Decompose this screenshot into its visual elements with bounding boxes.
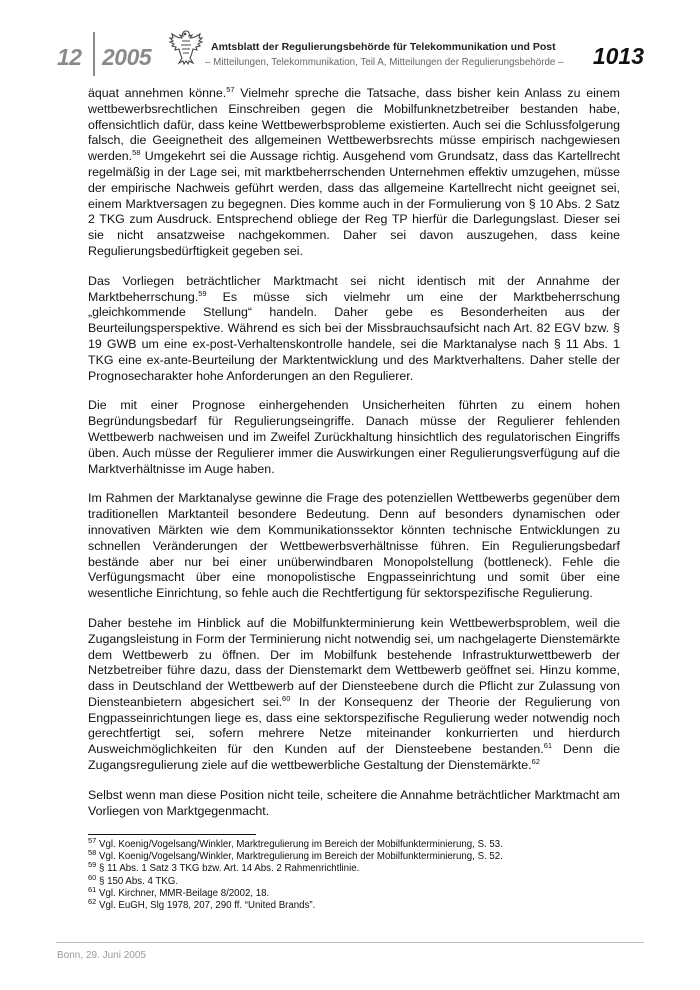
footnote-reference[interactable]: 60 [282,693,291,703]
paragraph [88,86,620,260]
footnote [88,835,628,851]
footnote-text: § 150 Abs. 4 TKG. [96,875,179,887]
federal-eagle-icon [167,27,205,67]
footnote-number: 61 [88,884,97,894]
header-separator [93,32,95,76]
footer-date: Bonn, 29. Juni 2005 [57,950,146,961]
footnote-reference[interactable]: 62 [531,756,540,766]
footnote-number: 60 [88,872,97,882]
text-run: Im Rahmen der Marktanalyse gewinne die Frage des potenziellen Wettbewerbs gegenüber dem traditionellen Marktanteil besondere Bedeutung. Denn auf besonders dynamischen oder innovativen Märkten wie dem Kommunikationssektor könnten technische Entwicklungen zu schnellen Veränderungen der Wettbewerbsverhältnisse führen. Ein Regulierungsbedarf bestände aber nur bei einer unüberwindbaren Monopolstellung (bottleneck). Fehle die Verfügungsmacht über eine monopolistische Engpasseinrichtung und somit über eine wesentliche Einrichtung, so fehle auch die Rechtfertigung für sektorspezifische Regulierung. [88,491,620,601]
footnote-number: 62 [88,896,97,906]
paragraph [88,274,620,385]
text-run: Es müsse sich vielmehr um eine der Marktbeherrschung „gleichkommende Stellung“ handeln. Daher gebe es Besonderheiten aus der Beurteilungsperspektive. Während es sich bei der Missbrauchsaufsicht nach Art. 82 EGV bzw. § 19 GWB um eine ex-post-Verhaltenskontrolle handele, sei die Marktanalyse nach § 11 Abs. 1 TKG eine ex-ante-Beurteilung der Marktentwicklung und des Marktverhaltens. Daher stelle der Prognosecharakter hohe Anforderungen an den Regulierer. [88,289,620,383]
footnote [88,860,628,875]
footnote-separator [88,834,256,835]
footnote-number: 58 [88,847,97,857]
text-run: Selbst wenn man diese Position nicht teile, scheitere die Annahme beträchtlicher Marktmacht am Vorliegen von Marktgegenmacht. [88,787,620,818]
footnote [88,896,628,912]
footnote-reference[interactable]: 61 [543,741,553,751]
issue-number: 12 [57,44,82,70]
paragraph [88,788,620,820]
footnote-number: 57 [88,835,97,845]
footnote-reference[interactable]: 58 [132,148,141,158]
footnote [88,884,628,900]
footnote-number: 59 [88,860,97,870]
text-run: In der Konsequenz der Theorie der Regulierung von Engpasseinrichtungen liege es, dass eine sektorspezifische Regulierung weder notwendig noch gerechtfertigt sei, sofern mehrere Netze miteinander konkurrierten und hierdurch Ausweichmöglichkeiten für den Kunden auf der Diensteebene bestanden. [88,694,621,757]
footnote-text: Vgl. Koenig/Vogelsang/Winkler, Marktregulierung im Bereich der Mobilfunkterminierung, S. 53. [96,839,503,850]
footnote-reference[interactable]: 59 [198,288,207,298]
footnote [88,872,628,888]
footnote-text: Vgl. EuGH, Slg 1978, 207, 290 ff. “United Brands”. [96,900,316,912]
text-run: Umgekehrt sei die Aussage richtig. Ausgehend vom Grundsatz, dass das Kartellrecht regelmäßig in der Lage sei, mit marktbeherrschenden Unternehmen effektiv umzugehen, müsse der empirische Nachweis geführt werden, dass das allgemeine Kartellrecht nicht geeignet sei, einem Marktversagen zu begegnen. Dies komme auch in der Formulierung von § 10 Abs. 2 Satz 2 TKG zum Ausdruck. Entsprechend obliege der Reg TP hierfür die Darlegungslast. Dieser sei sie nicht ansatzweise nachgekommen. Daher sei davon auszugehen, dass keine Regulierungsbedürftigkeit gegeben sei. [88,149,620,258]
text-run: Die mit einer Prognose einhergehenden Unsicherheiten führten zu einem hohen Begründungsbedarf für Regulierungseingriffe. Danach müsse der Regulierer fehlenden Wettbewerb nachweisen und im Zweifel Zurückhaltung hinsichtlich des regulatorischen Eingriffs üben. Auch müsse der Regulierer immer die Auswirkungen einer Regulierungsverfügung auf die Marktverhältnisse im Auge haben. [88,398,620,476]
main-text [88,86,620,833]
text-run: Vielmehr spreche die Tatsache, dass bisher kein Anlass zu einem wettbewerbsrechtlichen Einschreiben gegen die Mobilfunknetzbetreiber bestanden habe, offensichtlich dafür, dass keine Wettbewerbsprobleme existierten. Auch sei die Schlussfolgerung falsch, die Geeignetheit des allgemeinen Wettbewerbsrechts müsse empirisch nachgewiesen werden. [88,86,620,164]
footer-rule [56,942,644,943]
footnote-reference[interactable]: 57 [226,84,235,94]
paragraph [88,491,620,602]
footnote-text: § 11 Abs. 1 Satz 3 TKG bzw. Art. 14 Abs. 2 Rahmenrichtlinie. [96,863,360,875]
paragraph [88,398,620,477]
text-run: Daher bestehe im Hinblick auf die Mobilfunkterminierung kein Wettbewerbsproblem, weil die Zugangsleistung in Form der Terminierung nicht notwendig sei, um nachgelagerte Dienstemärkte dem Wettbewerb zu öffnen. Der im Mobilfunk bestehende Infrastrukturwettbewerb der Netzbetreiber führe dazu, dass der Dienstemarkt dem Wettbewerb geöffnet sei. Hinzu komme, dass in Deutschland der Wettbewerb auf der Diensteebene durch die Pflicht zur Zulassung von Diensteanbietern abgesichert sei. [88,615,620,709]
journal-subtitle: – Mitteilungen, Telekommunikation, Teil A, Mitteilungen der Regulierungsbehörde – [205,57,564,68]
footnote-text: Vgl. Kirchner, MMR-Beilage 8/2002, 18. [96,887,270,899]
footnotes [88,835,628,912]
page-number: 1013 [592,43,644,69]
journal-title: Amtsblatt der Regulierungsbehörde für Telekommunikation und Post [211,41,556,53]
text-run: Das Vorliegen beträchtlicher Marktmacht sei nicht identisch mit der Annahme der Marktbeherrschung. [88,273,620,304]
paragraph [88,616,620,774]
text-run: äquat annehmen könne. [88,86,227,100]
footnote [88,847,628,863]
page-header [0,0,700,80]
text-run: Denn die Zugangsregulierung ziele auf die wettbewerbliche Gestaltung der Dienstemärkte. [88,742,620,773]
issue-year: 2005 [102,44,152,70]
footnote-text: Vgl. Koenig/Vogelsang/Winkler, Marktregulierung im Bereich der Mobilfunkterminierung, S. 52. [96,851,503,863]
